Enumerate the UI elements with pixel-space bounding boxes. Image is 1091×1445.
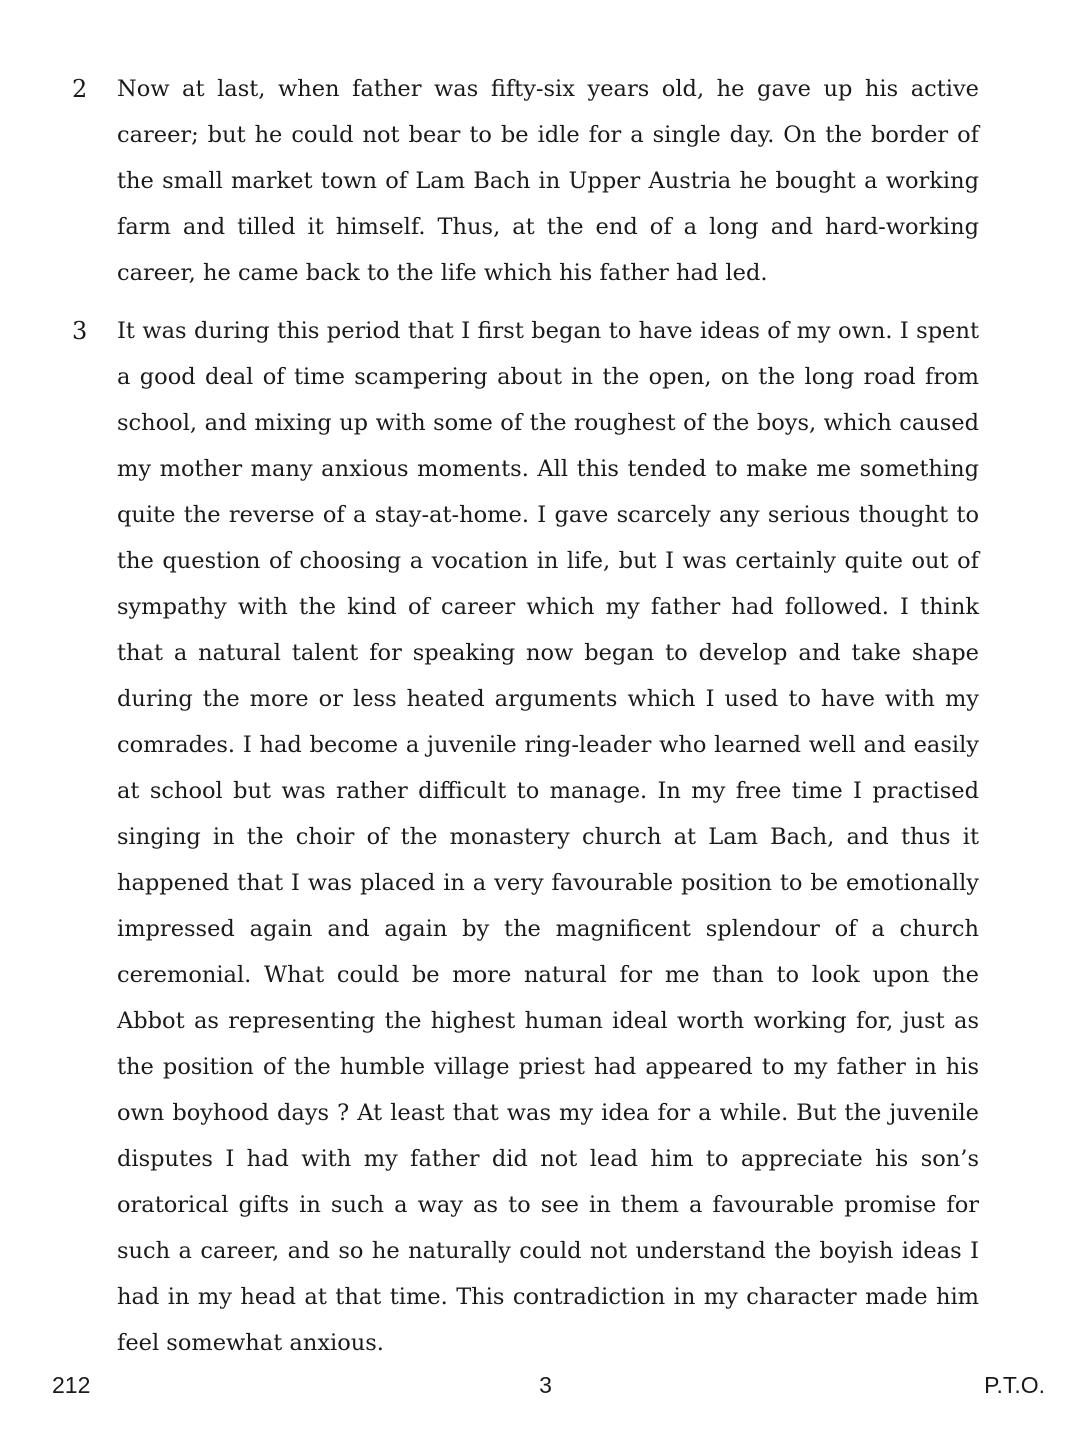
paragraph-text: It was during this period that I first began to have ideas of my own. I spent a good deal of time scampering about in the open, on the long road from school, and mixing up with some of the roughest of the boys, which caused my mother many anxious moments. All this tended to make me something quite the reverse of a stay-at-home. I gave scarcely any serious thought to the question of choosing a vocation in life, but I was certainly quite out of sympathy with the kind of career which my father had followed. I think that a natural talent for speaking now began to develop and take shape during the more or less heated arguments which I used to have with my comrades. I had become a juvenile ring-leader who learned well and easily at school but was rather difficult to manage. In my free time I practised singing in the choir of the monastery church at Lam Bach, and thus it happened that I was placed in a very favourable position to be emotionally impressed again and again by the magnificent splendour of a church ceremonial. What could be more natural for me than to look upon the Abbot as representing the highest human ideal worth working for, just as the position of the humble village priest had appeared to my father in his own boyhood days ? At least that was my idea for a while. But the juvenile disputes I had with my father did not lead him to appreciate his son’s oratorical gifts in such a way as to see in them a favourable promise for such a career, and so he naturally could not understand the boyish ideas I had in my head at that time. This contradiction in my character made him feel somewhat anxious. <box>117 318 979 1356</box>
please-turn-over: P.T.O. <box>984 1372 1045 1398</box>
page-number: 3 <box>539 1372 552 1398</box>
paragraph-number: 2 <box>72 75 88 103</box>
paragraph-text: Now at last, when father was fifty-six years old, he gave up his active career; but he could not bear to be idle for a single day. On the border of the small market town of Lam Bach in Upper Austria he bought a working farm and tilled it himself. Thus, at the end of a long and hard-working career, he came back to the life which his father had led. <box>117 76 979 286</box>
paper-code: 212 <box>52 1372 91 1398</box>
paragraph-number: 3 <box>72 317 88 345</box>
